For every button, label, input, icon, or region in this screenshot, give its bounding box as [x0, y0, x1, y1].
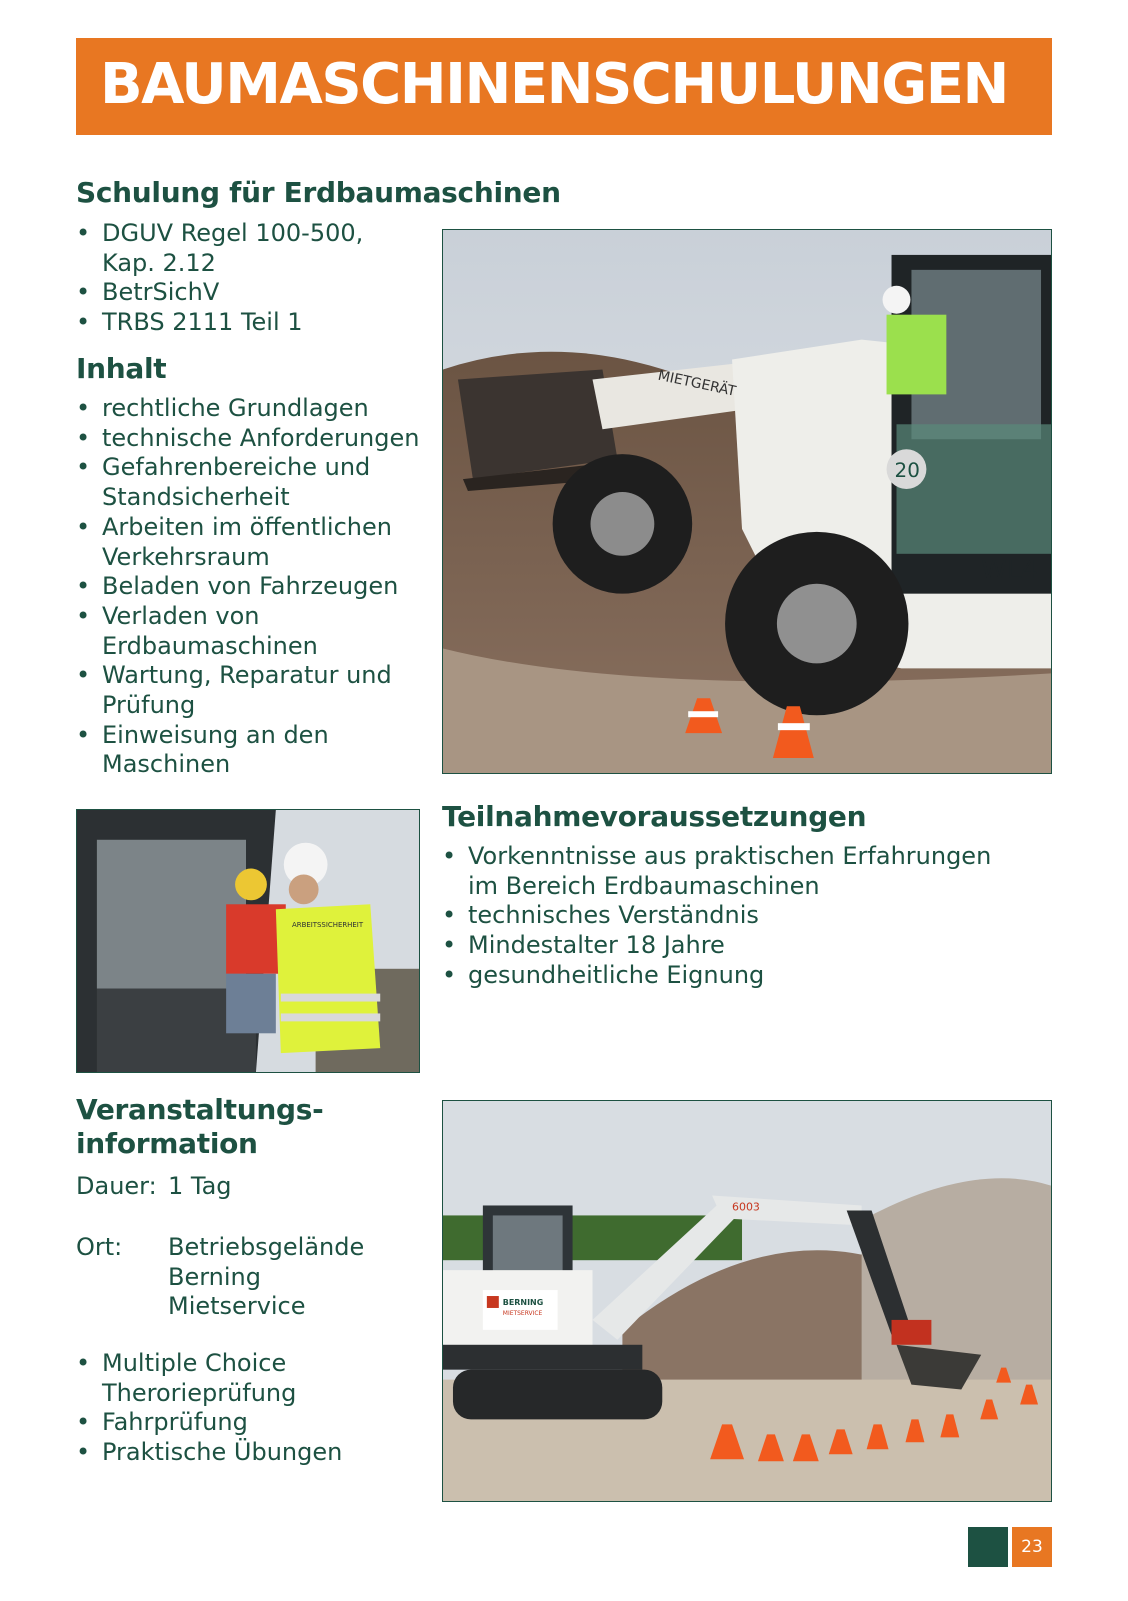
dauer-label: Dauer: [76, 1172, 157, 1200]
inhalt-item: • Arbeiten im öffentlichen Verkehrsraum [76, 513, 421, 572]
ort-value: Betriebsgelände Berning Mietservice [168, 1233, 365, 1321]
vest-text: ARBEITSSICHERHEIT [292, 921, 364, 930]
exam-item: • Multiple Choice Therorieprüfung [76, 1349, 421, 1408]
page-number: 23 [1012, 1527, 1052, 1567]
page-title: BAUMASCHINENSCHULUNGEN [100, 52, 1008, 117]
veranstaltung-heading: Veranstaltungs- information [76, 1093, 324, 1160]
instruction-photo [76, 809, 420, 1073]
teilnahme-list [442, 842, 1042, 991]
ort-label: Ort: [76, 1233, 123, 1261]
teilnahme-item: • Mindestalter 18 Jahre [442, 931, 1042, 961]
excavator-brand-text: BERNING [502, 1297, 544, 1307]
excavator-photo [442, 1100, 1052, 1502]
rule-item: • BetrSichV [76, 278, 416, 308]
inhalt-item: • Wartung, Reparatur und Prüfung [76, 661, 421, 720]
inhalt-item: • Beladen von Fahrzeugen [76, 572, 421, 602]
inhalt-item: • Verladen von Erdbaumaschinen [76, 602, 421, 661]
teilnahme-item: • gesundheitliche Eignung [442, 961, 1042, 991]
rule-item: • TRBS 2111 Teil 1 [76, 308, 416, 338]
rules-list [76, 219, 416, 338]
inhalt-item: • Einweisung an den Maschinen [76, 721, 421, 780]
teilnahme-item: • technisches Verständnis [442, 901, 1042, 931]
exam-list [76, 1349, 421, 1468]
excavator-model-text: 6003 [732, 1200, 760, 1214]
title-banner [76, 38, 1052, 135]
dauer-value: 1 Tag [168, 1172, 232, 1200]
inhalt-item: • rechtliche Grundlagen [76, 394, 421, 424]
loader-model-text: WL4 [981, 555, 1038, 586]
excavator-service-text: MIETSERVICE [502, 1309, 543, 1317]
inhalt-list [76, 394, 421, 780]
teilnahme-item: • Vorkenntnisse aus praktischen Erfahrungen im Bereich Erdbaumaschinen [442, 842, 1042, 901]
inhalt-item: • technische Anforderungen [76, 424, 421, 454]
wheel-loader-photo [442, 229, 1052, 774]
loader-brand-text: MIETGERÄT [656, 367, 738, 400]
page-marker-square [968, 1527, 1008, 1567]
exam-item: • Fahrprüfung [76, 1408, 421, 1438]
inhalt-item: • Gefahrenbereiche und Standsicherheit [76, 453, 421, 512]
course-heading: Schulung für Erdbaumaschinen [76, 176, 561, 209]
exam-item: • Praktische Übungen [76, 1438, 421, 1468]
inhalt-heading: Inhalt [76, 352, 167, 385]
rule-item: • DGUV Regel 100-500, Kap. 2.12 [76, 219, 416, 278]
loader-number-text: 20 [894, 459, 920, 483]
teilnahme-heading: Teilnahmevoraussetzungen [442, 800, 867, 833]
